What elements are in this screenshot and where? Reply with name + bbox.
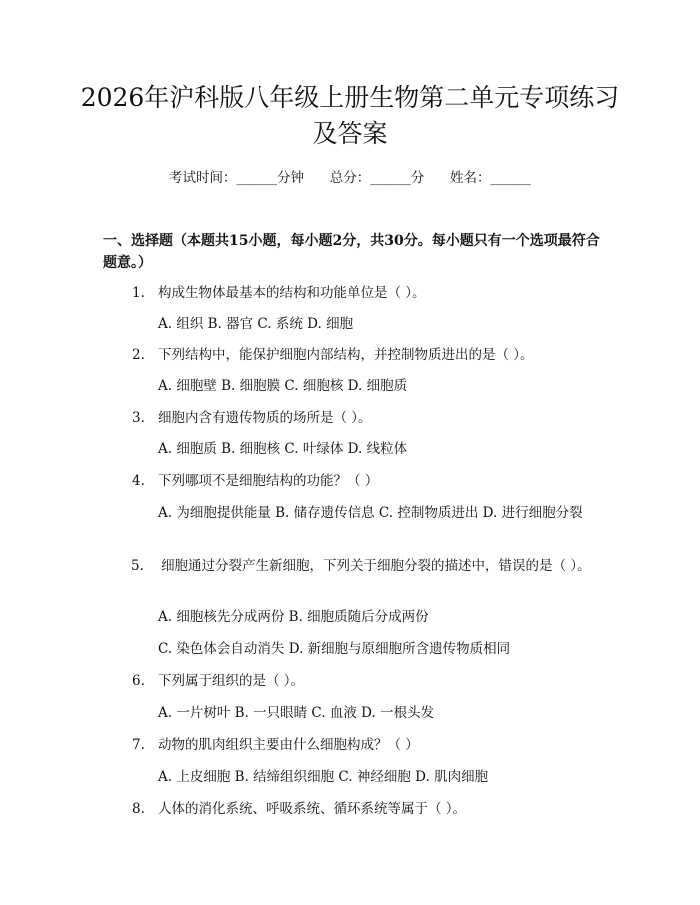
- question-number: 1.: [132, 285, 145, 301]
- question-3-options: A. 细胞质 B. 细胞核 C. 叶绿体 D. 线粒体: [158, 441, 408, 457]
- question-stem: 动物的肌肉组织主要由什么细胞构成？（ ）: [158, 737, 419, 753]
- question-number: 3.: [132, 410, 145, 426]
- question-stem: 构成生物体最基本的结构和功能单位是（ ）。: [158, 285, 426, 301]
- question-stem: 下列属于组织的是（ ）。: [158, 673, 305, 689]
- exam-info-line: 考试时间：______分钟 总分：______分 姓名：______: [169, 170, 531, 186]
- question-4-options: A. 为细胞提供能量 B. 储存遗传信息 C. 控制物质进出 D. 进行细胞分裂: [158, 505, 583, 521]
- question-number: 5.: [131, 558, 144, 574]
- question-6-options: A. 一片树叶 B. 一只眼睛 C. 血液 D. 一根头发: [158, 705, 435, 721]
- question-5-options-line-2: C. 染色体会自动消失 D. 新细胞与原细胞所含遗传物质相同: [158, 641, 511, 657]
- question-2: [103, 345, 597, 366]
- question-number: 6.: [132, 673, 145, 689]
- question-1-options: A. 组织 B. 器官 C. 系统 D. 细胞: [158, 316, 354, 332]
- question-6: [103, 671, 597, 692]
- question-5-options-line-1: A. 细胞核先分成两份 B. 细胞质随后分成两份: [158, 609, 429, 625]
- question-number: 4.: [132, 473, 145, 489]
- question-5: [103, 556, 597, 577]
- question-8: [103, 799, 597, 820]
- question-stem: 人体的消化系统、呼吸系统、循环系统等属于（ ）。: [158, 801, 467, 817]
- question-number: 2.: [132, 347, 145, 363]
- question-4: [103, 471, 597, 492]
- question-stem: 下列哪项不是细胞结构的功能？（ ）: [158, 473, 379, 489]
- question-1: [103, 283, 597, 304]
- question-stem: 下列结构中，能保护细胞内部结构，并控制物质进出的是（ ）。: [158, 347, 534, 363]
- question-7: [103, 735, 597, 756]
- question-3: [103, 408, 597, 429]
- section-heading: 一、选择题（本题共15小题，每小题2分，共30分。每小题只有一个选项最符合题意。）: [103, 233, 600, 271]
- question-2-options: A. 细胞壁 B. 细胞膜 C. 细胞核 D. 细胞质: [158, 378, 408, 394]
- question-number: 7.: [132, 737, 145, 753]
- question-stem: 细胞内含有遗传物质的场所是（ ）。: [158, 410, 372, 426]
- question-number: 8.: [132, 801, 145, 817]
- question-stem: 细胞通过分裂产生新细胞，下列关于细胞分裂的描述中，错误的是（ ）。: [161, 558, 591, 574]
- question-7-options: A. 上皮细胞 B. 结缔组织细胞 C. 神经细胞 D. 肌肉细胞: [158, 769, 489, 785]
- document-title: 2026年沪科版八年级上册生物第二单元专项练习及答案: [80, 83, 620, 148]
